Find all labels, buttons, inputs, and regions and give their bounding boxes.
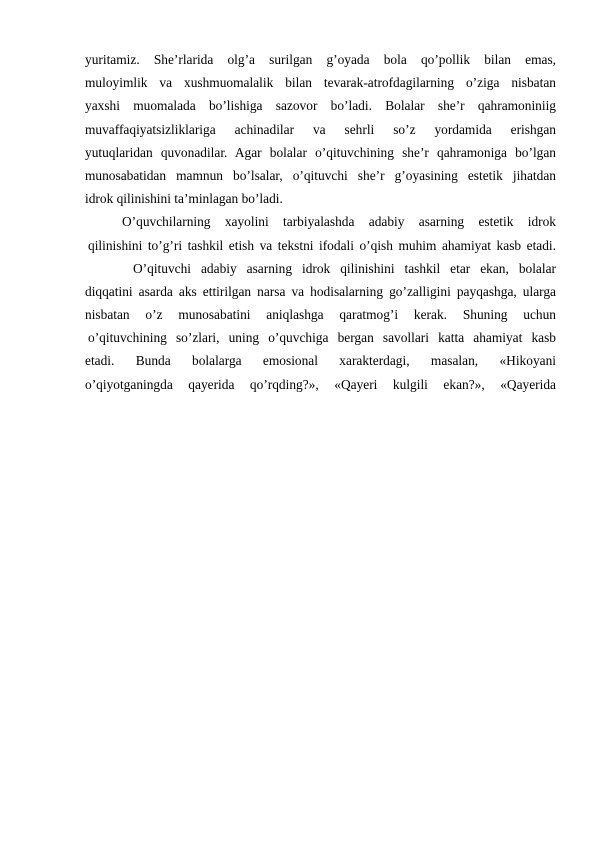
text-line: etadi. Bunda bolalarga emosional xarakterdagi, masalan, «Hikoyani [85,353,556,369]
text-line: qilinishini to’g’ri tashkil etish va tekstni ifodali o’qish muhim ahamiyat kasb etadi. [88,237,556,253]
text-line: o’qiyotganingda qayerida qo’rqding?», «Qayeri kulgili ekan?», «Qayerida [85,376,556,392]
text-line: munosabatidan mamnun bo’lsalar, o’qituvchi she’r g’oyasining estetik jihatdan [85,167,556,183]
text-line: muloyimlik va xushmuomalalik bilan tevarak-atrofdagilarning o’ziga nisbatan [85,75,556,91]
text-line: yutuqlaridan quvonadilar. Agar bolalar o’qituvchining she’r qahramoniga bo’lgan [85,144,556,160]
text-line: o’qituvchining so’zlari, uning o’quvchiga bergan savollari katta ahamiyat kasb [88,330,556,346]
text-line: muvaffaqiyatsizliklariga achinadilar va sehrli so’z yordamida erishgan [85,121,556,137]
text-line: yuritamiz. She’rlarida olg’a surilgan g’oyada bola qo’pollik bilan emas, [85,52,556,67]
text-line: yaxshi muomalada bo’lishiga sazovor bo’ladi. Bolalar she’r qahramoniniig [85,98,556,114]
text-line: nisbatan o’z munosabatini aniqlashga qaratmog’i kerak. Shuning uchun [85,307,556,323]
text-line: O’quvchilarning xayolini tarbiyalashda adabiy asarning estetik idrok [122,214,556,230]
body-text [85,48,556,396]
text-line: O’qituvchi adabiy asarning idrok qilinishini tashkil etar ekan, bolalar [133,260,556,276]
text-line: diqqatini asarda aks ettirilgan narsa va hodisalarning go’zalligini payqashga, ularga [85,283,556,299]
text-line: idrok qilinishini ta’minlagan bo’ladi. [85,191,283,207]
